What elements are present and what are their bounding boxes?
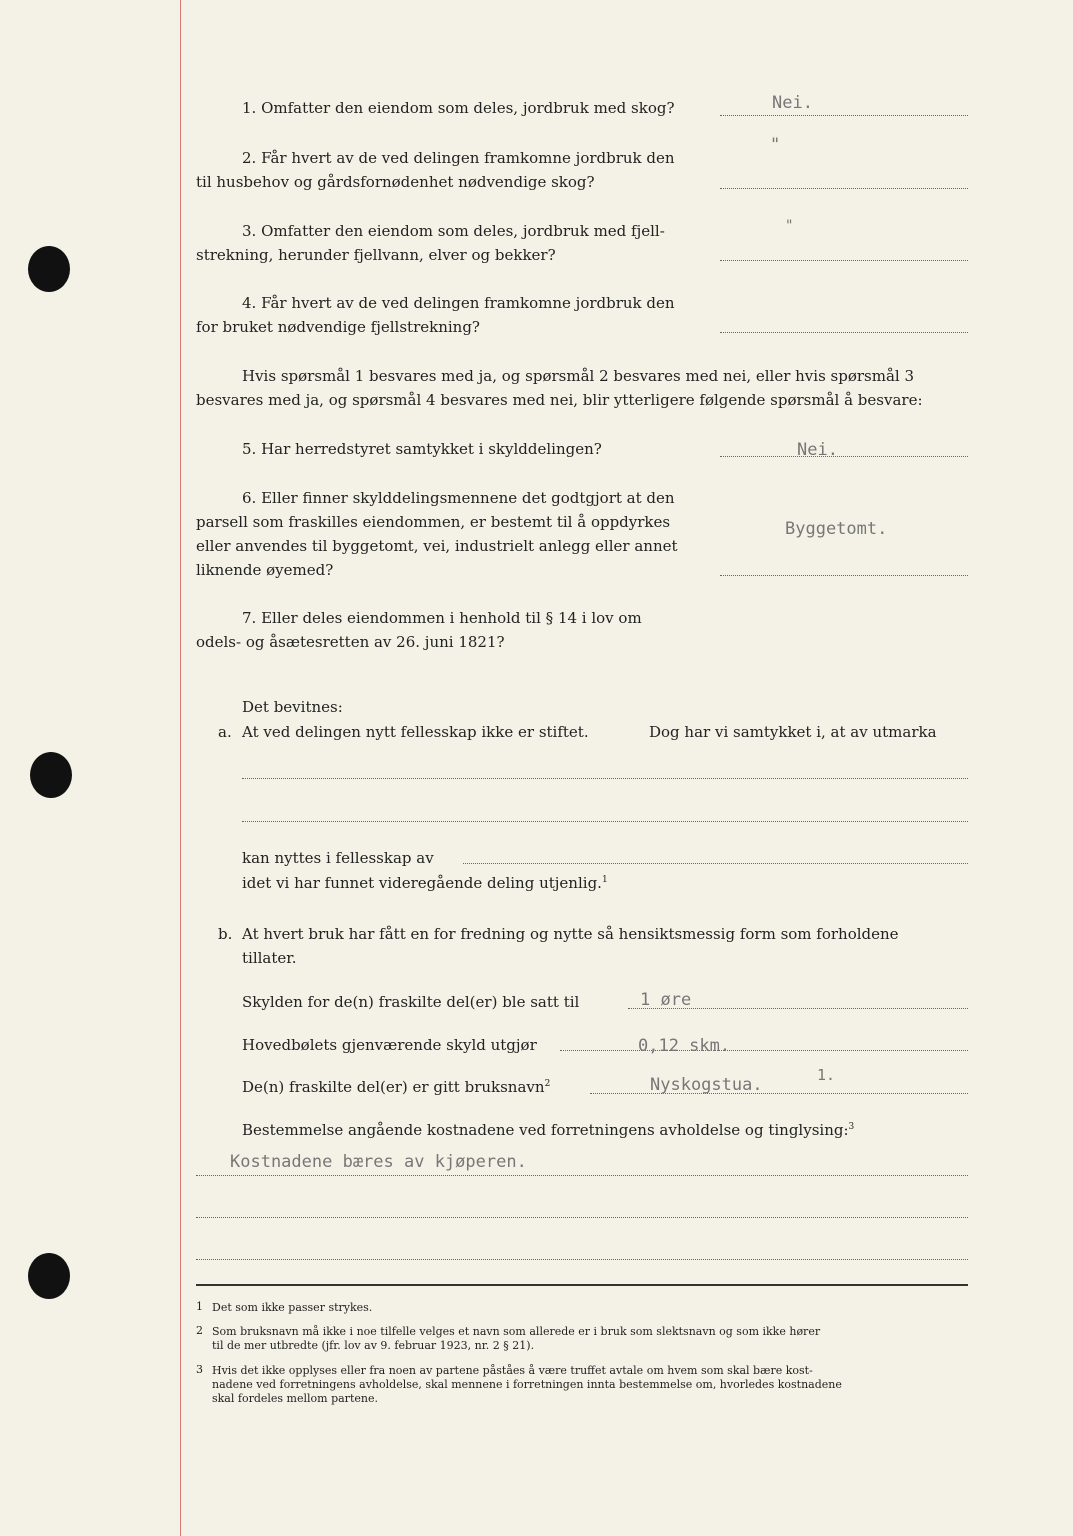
blank-line <box>242 777 968 779</box>
footnote-rule <box>196 1284 968 1286</box>
hovedbol-line <box>560 1049 968 1051</box>
footnote-ref-1: 1 <box>601 875 608 885</box>
answer-line-4 <box>720 331 968 333</box>
footnote-ref-2: 2 <box>544 1079 551 1089</box>
question-4-line-1: 4. Får hvert av de ved delingen framkomne jordbruk den <box>242 294 675 312</box>
blank-line <box>463 862 968 864</box>
bruksnavn-label <box>242 1076 550 1099</box>
footnote-2-line-2: til de mer utbredte (jfr. lov av 9. februar 1923, nr. 2 § 21). <box>212 1339 535 1352</box>
kostnader-label-text: Bestemmelse angående kostnadene ved forretningens avholdelse og tinglysing: <box>242 1121 849 1139</box>
footnote-2-number: 2 <box>196 1324 203 1337</box>
skyld-label: Skylden for de(n) fraskilte del(er) ble satt til <box>242 993 580 1011</box>
answer-6: Byggetomt. <box>785 519 888 539</box>
blank-line <box>196 1216 968 1218</box>
condition-line-2: besvares med ja, og spørsmål 4 besvares med nei, blir ytterligere følgende spørsmål å besvare: <box>196 391 923 409</box>
question-7-line-2: odels- og åsætesretten av 26. juni 1821? <box>196 633 505 651</box>
question-2-line-1: 2. Får hvert av de ved delingen framkomne jordbruk den <box>242 149 675 167</box>
question-6-line-4: liknende øyemed? <box>196 561 334 579</box>
punch-hole <box>28 1253 70 1299</box>
question-6-line-1: 6. Eller finner skylddelingsmennene det godtgjort at den <box>242 489 675 507</box>
question-1: 1. Omfatter den eiendom som deles, jordbruk med skog? <box>242 99 675 117</box>
footnote-3-number: 3 <box>196 1363 203 1376</box>
footnote-2-line-1: Som bruksnavn må ikke i noe tilfelle velges et navn som allerede er i bruk som slektsnavn og som ikke hører <box>212 1325 821 1338</box>
blank-line <box>242 820 968 822</box>
blank-line <box>196 1174 968 1176</box>
answer-1: Nei. <box>772 93 813 113</box>
red-margin-line <box>180 0 181 1536</box>
footnote-1: Det som ikke passer strykes. <box>212 1301 373 1314</box>
footnote-1-number: 1 <box>196 1300 203 1313</box>
question-6-line-2: parsell som fraskilles eiendommen, er bestemt til å oppdyrkes <box>196 513 671 531</box>
footnote-3-line-3: skal fordeles mellom partene. <box>212 1392 378 1405</box>
question-2-line-2: til husbehov og gårdsfornødenhet nødvendige skog? <box>196 173 595 191</box>
question-3-line-1: 3. Omfatter den eiendom som deles, jordbruk med fjell- <box>242 222 665 240</box>
question-5: 5. Har herredstyret samtykket i skylddelingen? <box>242 440 602 458</box>
answer-3-ditto: " <box>785 218 794 234</box>
answer-line-2 <box>720 187 968 189</box>
item-b-line-2: tillater. <box>242 949 297 967</box>
answer-5: Nei. <box>797 440 838 460</box>
footnote-3-line-1: Hvis det ikke opplyses eller fra noen av partene påståes å være truffet avtale om hvem som skal bære kost- <box>212 1364 813 1377</box>
item-a-line-3-text: idet vi har funnet videregående deling utjenlig. <box>242 874 602 892</box>
question-6-line-3: eller anvendes til byggetomt, vei, industrielt anlegg eller annet <box>196 537 678 555</box>
item-a-text: At ved delingen nytt fellesskap ikke er stiftet. <box>242 723 589 741</box>
blank-line <box>196 1258 968 1260</box>
answer-line-5 <box>720 455 968 457</box>
witness-heading: Det bevitnes: <box>242 698 343 716</box>
question-4-line-2: for bruket nødvendige fjellstrekning? <box>196 318 480 336</box>
footnote-ref-3: 3 <box>848 1122 855 1132</box>
punch-hole <box>28 246 70 292</box>
question-3-line-2: strekning, herunder fjellvann, elver og bekker? <box>196 246 556 264</box>
skyld-value: 1 øre <box>640 990 692 1010</box>
bruksnavn-value: Nyskogstua. <box>650 1075 763 1095</box>
item-a-line-2: kan nyttes i fellesskap av <box>242 849 434 867</box>
item-b-label: b. <box>218 925 233 943</box>
hovedbol-value: 0,12 skm. <box>638 1036 731 1056</box>
bruksnavn-extra: 1. <box>817 1066 836 1084</box>
item-a-handwritten: Dog har vi samtykket i, at av utmarka <box>649 723 937 741</box>
kostnader-label <box>242 1119 854 1142</box>
answer-line-1 <box>720 114 968 116</box>
item-a-line-3 <box>242 872 608 895</box>
answer-line-6 <box>720 574 968 576</box>
bruksnavn-line <box>590 1092 968 1094</box>
answer-2-ditto: " <box>770 135 781 155</box>
item-b-line-1: At hvert bruk har fått en for fredning og nytte så hensiktsmessig form som forholdene <box>242 925 899 943</box>
question-7-line-1: 7. Eller deles eiendommen i henhold til § 14 i lov om <box>242 609 642 627</box>
answer-line-3 <box>720 259 968 261</box>
bruksnavn-label-text: De(n) fraskilte del(er) er gitt bruksnavn <box>242 1078 545 1096</box>
hovedbol-label: Hovedbølets gjenværende skyld utgjør <box>242 1036 537 1054</box>
footnote-3-line-2: nadene ved forretningens avholdelse, skal mennene i forretningen innta bestemmelse om, hvorledes kostnadene <box>212 1378 842 1391</box>
condition-line-1: Hvis spørsmål 1 besvares med ja, og spørsmål 2 besvares med nei, eller hvis spørsmål 3 <box>242 367 915 385</box>
item-a-label: a. <box>218 723 232 741</box>
kostnader-value: Kostnadene bæres av kjøperen. <box>230 1152 527 1172</box>
punch-hole <box>30 752 72 798</box>
